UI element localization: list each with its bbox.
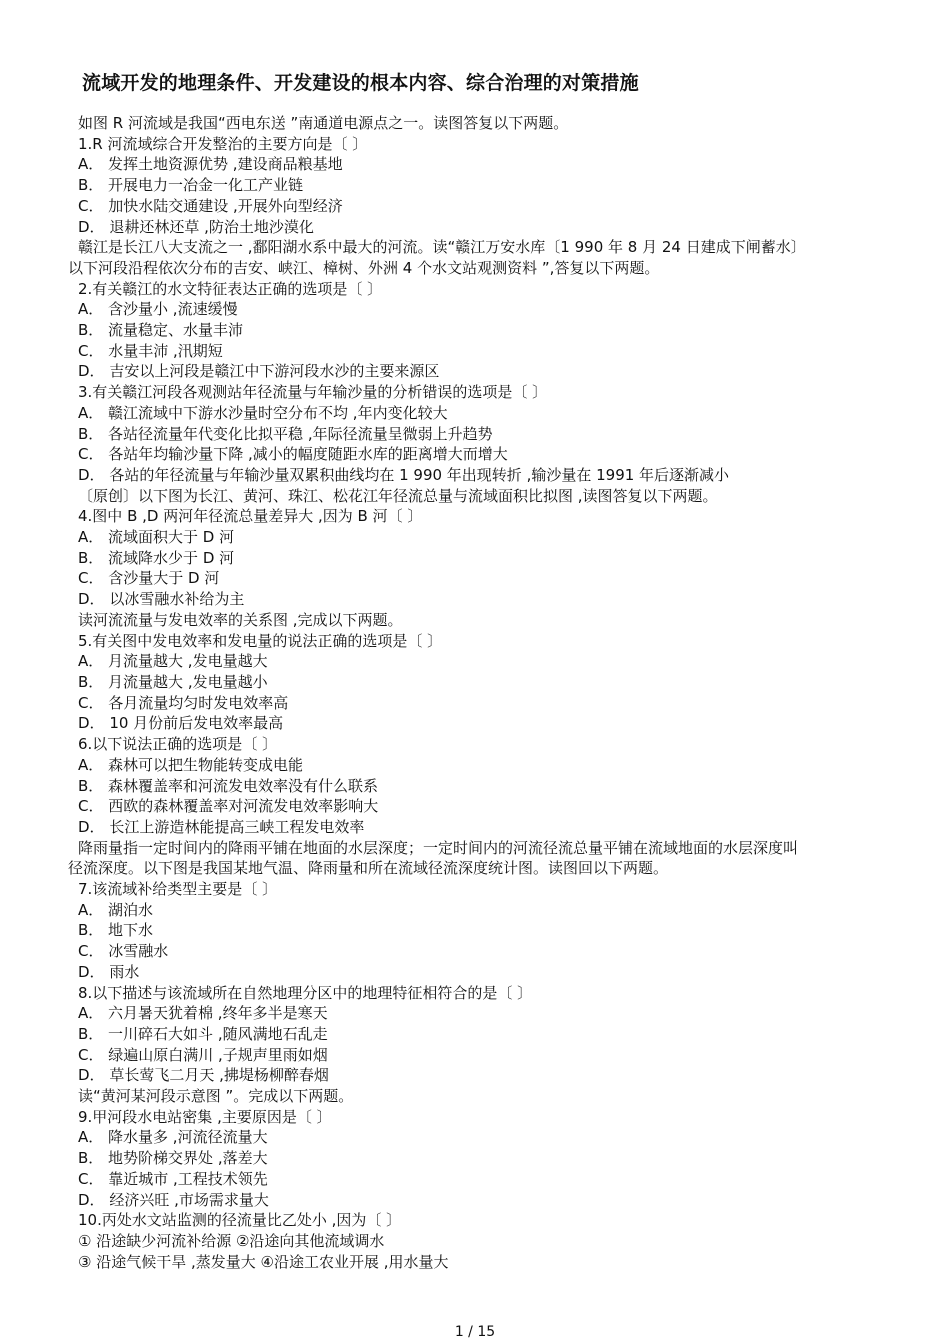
- text-line: B． 地势阶梯交界处 ,落差大: [78, 1149, 268, 1168]
- text-line: 读“黄河某河段示意图 ”。完成以下两题。: [78, 1087, 354, 1106]
- text-line: A． 流域面积大于 D 河: [78, 528, 235, 547]
- text-line: D． 退耕还林还草 ,防治土地沙漠化: [78, 217, 314, 236]
- text-line: B． 森林覆盖率和河流发电效率没有什么联系: [78, 776, 379, 795]
- text-line: D． 雨水: [78, 962, 140, 981]
- text-line: A． 降水量多 ,河流径流量大: [78, 1128, 268, 1147]
- text-line: D． 长江上游造林能提高三峡工程发电效率: [78, 817, 365, 836]
- text-line: 10.丙处水文站监测的径流量比乙处小 ,因为〔 〕: [78, 1211, 402, 1230]
- text-line: B． 开展电力一冶金一化工产业链: [78, 176, 304, 195]
- text-line: B． 各站径流量年代变化比拟平稳 ,年际径流量呈微弱上升趋势: [78, 424, 493, 443]
- text-line: B． 一川碎石大如斗 ,随风满地石乱走: [78, 1024, 328, 1043]
- text-line: 1.R 河流域综合开发整治的主要方向是〔 〕: [78, 134, 368, 153]
- page-number: 1 / 15: [454, 1324, 496, 1340]
- text-line: 〔原创〕以下图为长江、黄河、珠江、松花江年径流总量与流域面积比拟图 ,读图答复以下两题。: [78, 486, 718, 505]
- document-title: 流域开发的地理条件、开发建设的根本内容、综合治理的对策措施: [82, 72, 639, 94]
- text-line: D． 各站的年径流量与年输沙量双累积曲线均在 1 990 年出现转折 ,输沙量在 1991 年后逐渐减小: [78, 465, 730, 484]
- text-line: 3.有关赣江河段各观测站年径流量与年输沙量的分析错误的选项是〔 〕: [78, 383, 548, 402]
- document-body: [68, 113, 898, 1272]
- text-line: D． 10 月份前后发电效率最高: [78, 714, 284, 733]
- text-line: 8.以下描述与该流域所在自然地理分区中的地理特征相符合的是〔 〕: [78, 983, 533, 1002]
- text-line: 7.该流域补给类型主要是〔 〕: [78, 880, 278, 899]
- text-line: 读河流流量与发电效率的关系图 ,完成以下两题。: [78, 610, 403, 629]
- text-line: A． 湖泊水: [78, 900, 154, 919]
- text-line: C． 水量丰沛 ,汛期短: [78, 341, 223, 360]
- text-line: B． 流量稳定、水量丰沛: [78, 321, 244, 340]
- text-line: C． 靠近城市 ,工程技术领先: [78, 1169, 268, 1188]
- text-line: 9.甲河段水电站密集 ,主要原因是〔 〕: [78, 1107, 332, 1126]
- text-line: 以下河段沿程依次分布的吉安、峡江、樟树、外洲 4 个水文站观测资料 ”,答复以下两题。: [68, 258, 660, 277]
- text-line: 2.有关赣江的水文特征表达正确的选项是〔 〕: [78, 279, 383, 298]
- text-line: C． 冰雪融水: [78, 942, 169, 961]
- text-line: C． 加快水陆交通建设 ,开展外向型经济: [78, 196, 343, 215]
- text-line: C． 西欧的森林覆盖率对河流发电效率影响大: [78, 797, 379, 816]
- text-line: A． 月流量越大 ,发电量越大: [78, 652, 268, 671]
- text-line: A． 六月暑天犹着棉 ,终年多半是寒天: [78, 1004, 328, 1023]
- text-line: D． 经济兴旺 ,市场需求量大: [78, 1190, 269, 1209]
- text-line: C． 各站年均输沙量下降 ,减小的幅度随距水库的距离增大而增大: [78, 445, 508, 464]
- text-line: B． 地下水: [78, 921, 154, 940]
- text-line: 4.图中 B ,D 两河年径流总量差异大 ,因为 B 河〔 〕: [78, 507, 423, 526]
- text-line: A． 含沙量小 ,流速缓慢: [78, 300, 238, 319]
- text-line: B． 流域降水少于 D 河: [78, 548, 235, 567]
- text-line: 赣江是长江八大支流之一 ,鄱阳湖水系中最大的河流。读“赣江万安水库〔1 990 年 8 月 24 日建成下闸蓄水〕: [78, 238, 806, 257]
- text-line: 如图 R 河流域是我国“西电东送 ”南通道电源点之一。读图答复以下两题。: [78, 114, 569, 132]
- text-line: ③ 沿途气候干旱 ,蒸发量大 ④沿途工农业开展 ,用水量大: [78, 1252, 449, 1271]
- text-line: 6.以下说法正确的选项是〔 〕: [78, 735, 278, 754]
- text-line: ① 沿途缺少河流补给源 ②沿途向其他流域调水: [78, 1231, 385, 1250]
- text-line: C． 各月流量均匀时发电效率高: [78, 693, 289, 712]
- text-line: 降雨量指一定时间内的降雨平铺在地面的水层深度；一定时间内的河流径流总量平铺在流域地面的水层深度叫: [78, 838, 799, 857]
- text-line: A． 赣江流域中下游水沙量时空分布不均 ,年内变化较大: [78, 403, 448, 422]
- text-line: C． 含沙量大于 D 河: [78, 569, 220, 588]
- text-line: A． 发挥土地资源优势 ,建设商品粮基地: [78, 155, 343, 174]
- text-line: 径流深度。以下图是我国某地气温、降雨量和所在流域径流深度统计图。读图回以下两题。: [68, 859, 669, 878]
- text-line: C． 绿遍山原白满川 ,子规声里雨如烟: [78, 1045, 328, 1064]
- text-line: B． 月流量越大 ,发电量越小: [78, 672, 268, 691]
- text-line: D． 吉安以上河段是赣江中下游河段水沙的主要来源区: [78, 362, 440, 381]
- text-line: D． 以冰雪融水补给为主: [78, 590, 245, 609]
- text-line: A． 森林可以把生物能转变成电能: [78, 755, 304, 774]
- text-line: 5.有关图中发电效率和发电量的说法正确的选项是〔 〕: [78, 631, 443, 650]
- text-line: D． 草长莺飞二月天 ,拂堤杨柳醉春烟: [78, 1066, 329, 1085]
